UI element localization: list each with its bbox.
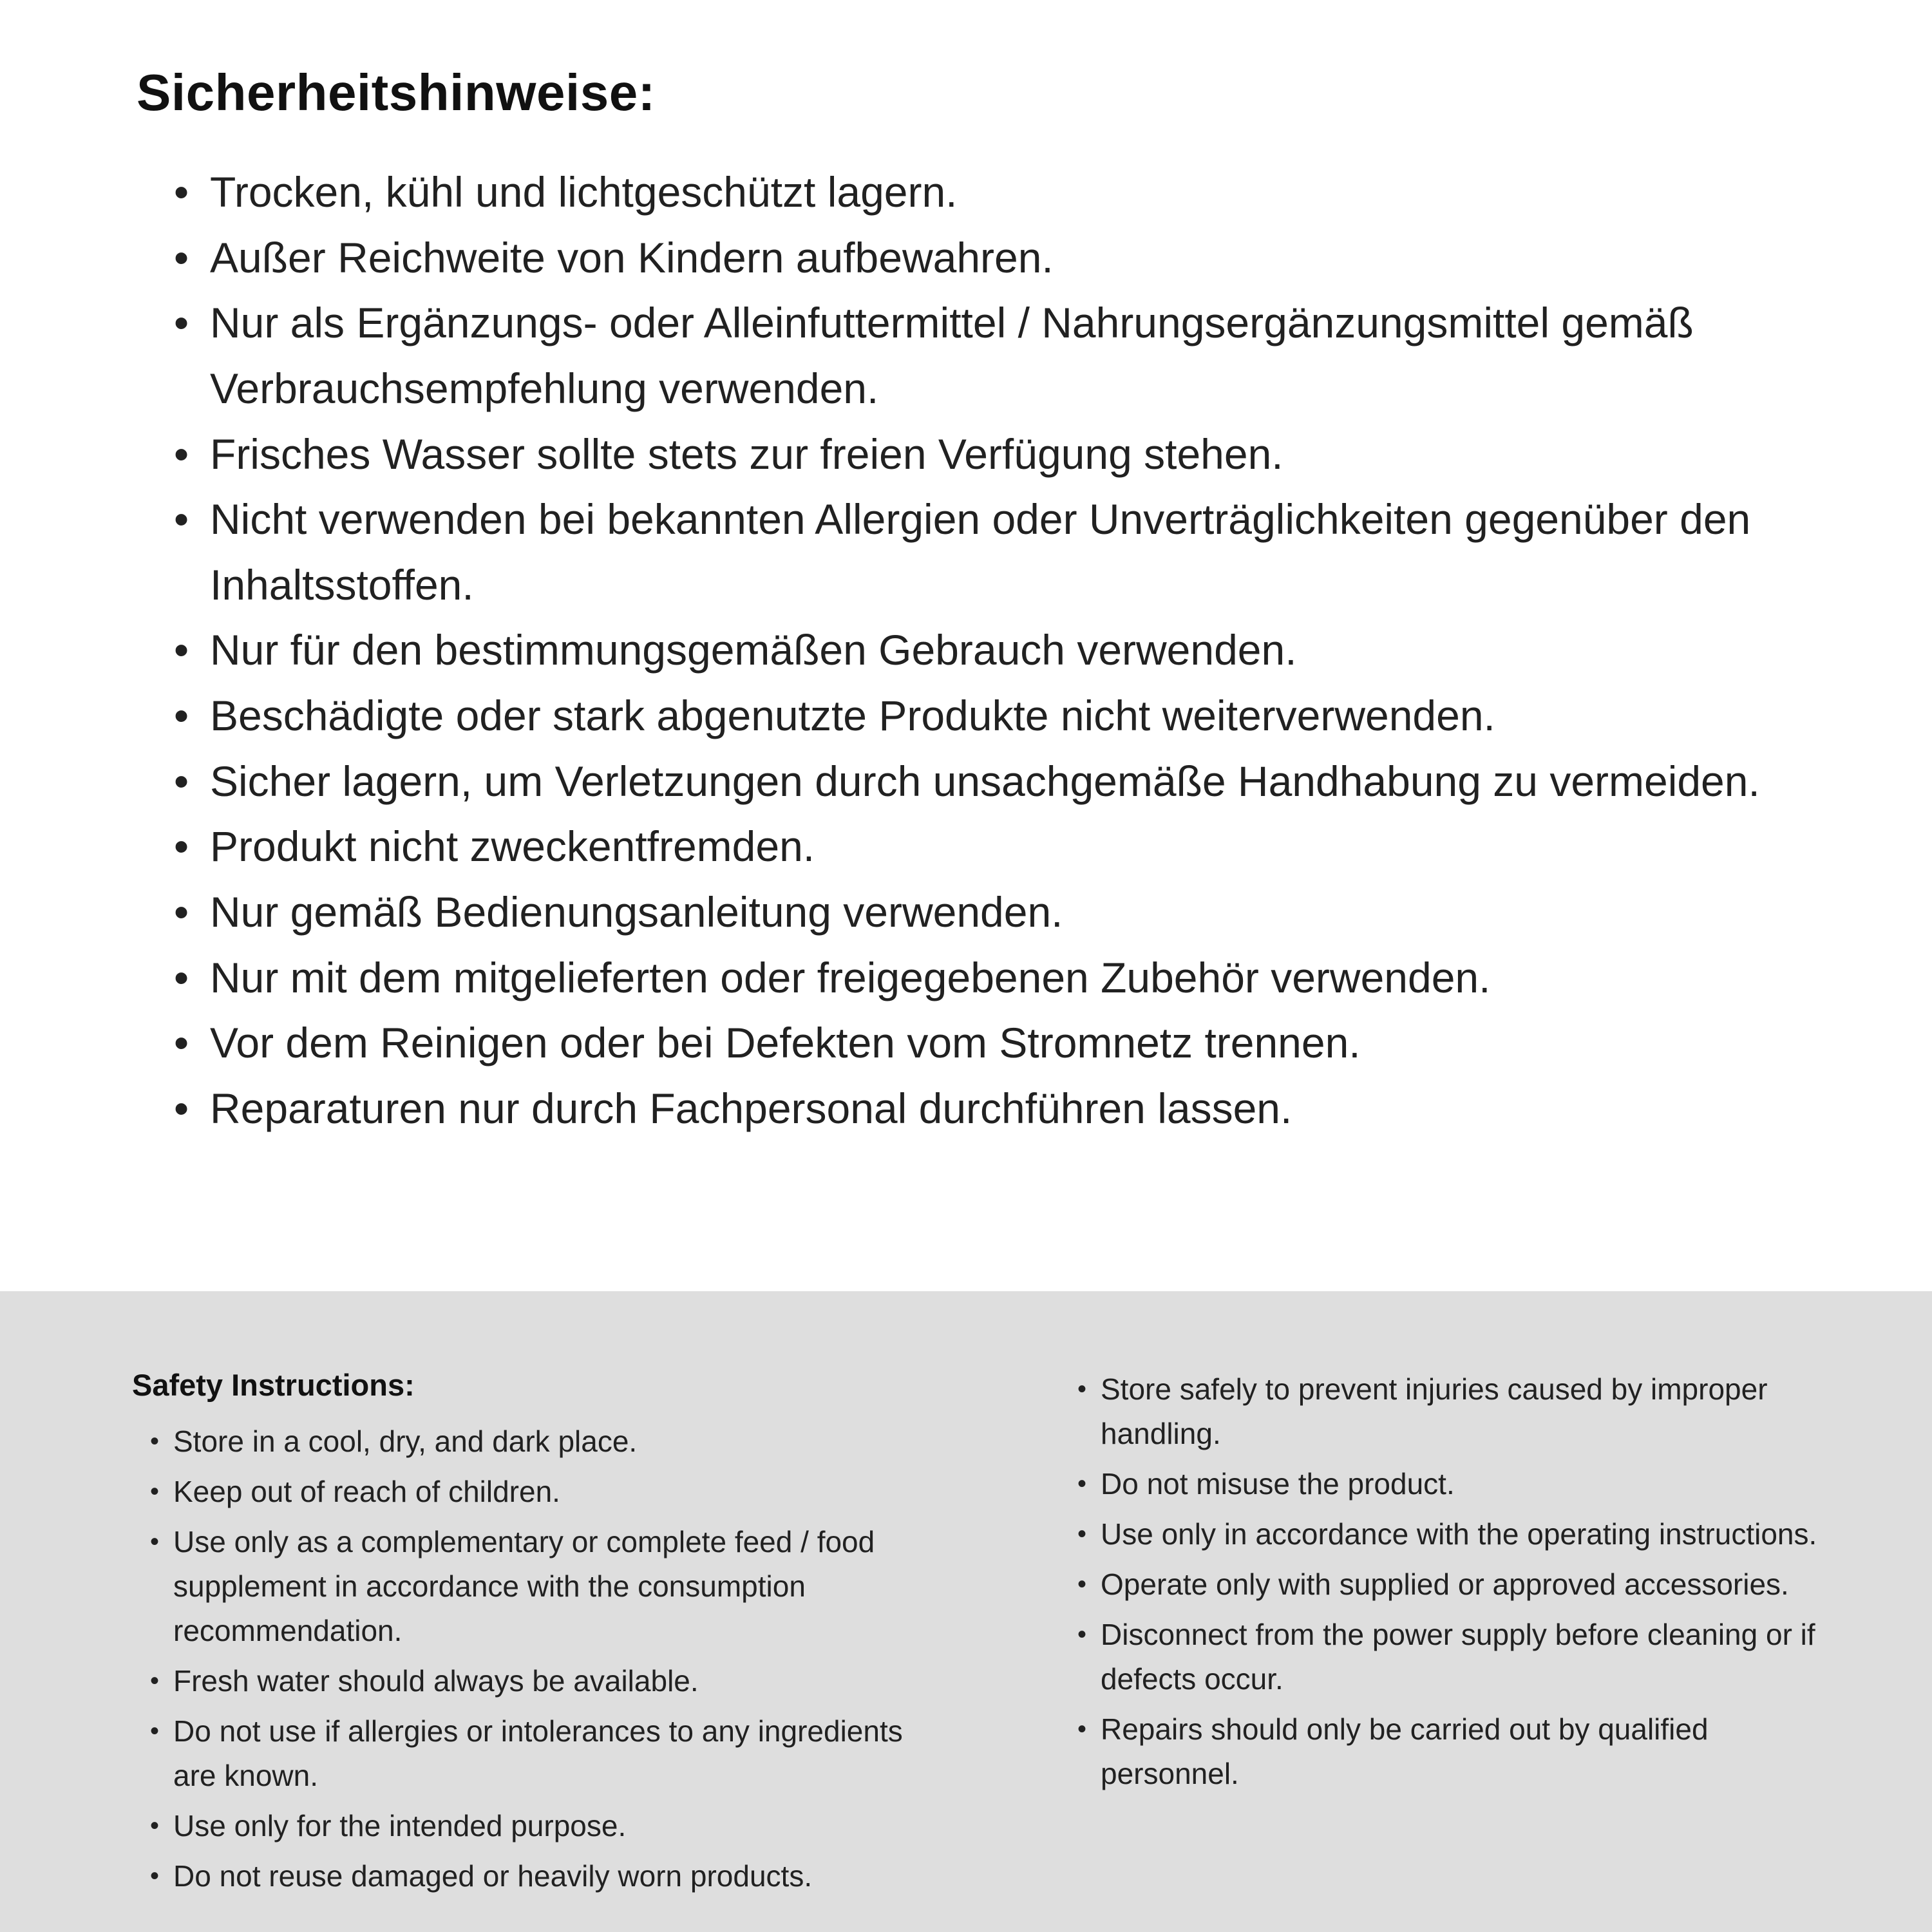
english-left-column [132,1367,914,1932]
list-item: • Keep out of reach of children. [150,1470,914,1514]
english-right-column [1059,1367,1842,1932]
list-item: • Do not use if allergies or intolerances to any ingredients are known. [150,1709,914,1798]
list-item: • Use only for the intended purpose. [150,1804,914,1848]
list-item: • Store in a cool, dry, and dark place. [150,1419,914,1464]
list-item: • Frisches Wasser sollte stets zur freien Verfügung stehen. [174,422,1792,488]
list-item: • Produkt nicht zweckentfremden. [174,814,1792,880]
list-item: • Sicher lagern, um Verletzungen durch unsachgemäße Handhabung zu vermeiden. [174,749,1792,815]
list-item: • Reparaturen nur durch Fachpersonal durchführen lassen. [174,1076,1792,1142]
list-item: • Disconnect from the power supply before cleaning or if defects occur. [1077,1613,1842,1701]
list-item: • Nur als Ergänzungs- oder Alleinfuttermittel / Nahrungsergänzungsmittel gemäß Verbrauchsempfehlung verwenden. [174,290,1792,421]
list-item: • Do not reuse damaged or heavily worn products. [150,1854,914,1899]
list-item: • Operate only with supplied or approved accessories. [1077,1562,1842,1607]
english-section-title: Safety Instructions: [132,1368,415,1402]
list-item: • Vor dem Reinigen oder bei Defekten vom Stromnetz trennen. [174,1010,1792,1076]
german-section-title: Sicherheitshinweise: [137,64,656,121]
list-item: • Use only in accordance with the operating instructions. [1077,1512,1842,1557]
list-item: • Nicht verwenden bei bekannten Allergien oder Unverträglichkeiten gegenüber den Inhaltsstoffen. [174,487,1792,618]
list-item: • Nur für den bestimmungsgemäßen Gebrauch verwenden. [174,618,1792,683]
list-item: • Repairs should only be carried out by qualified personnel. [1077,1707,1842,1796]
list-item: • Außer Reichweite von Kindern aufbewahren. [174,225,1792,291]
list-item: • Use only as a complementary or complete feed / food supplement in accordance with the consumption recommendation. [150,1520,914,1653]
list-item: • Nur mit dem mitgelieferten oder freigegebenen Zubehör verwenden. [174,945,1792,1011]
list-item: • Fresh water should always be available. [150,1659,914,1703]
english-left-list [132,1419,914,1899]
list-item: • Do not misuse the product. [1077,1462,1842,1506]
english-right-list [1059,1367,1842,1796]
list-item: • Nur gemäß Bedienungsanleitung verwenden. [174,880,1792,945]
list-item: • Store safely to prevent injuries caused by improper handling. [1077,1367,1842,1456]
list-item: • Beschädigte oder stark abgenutzte Produkte nicht weiterverwenden. [174,683,1792,749]
german-safety-list [137,160,1792,1141]
english-section [0,1291,1932,1932]
list-item: • Trocken, kühl und lichtgeschützt lagern. [174,160,1792,225]
